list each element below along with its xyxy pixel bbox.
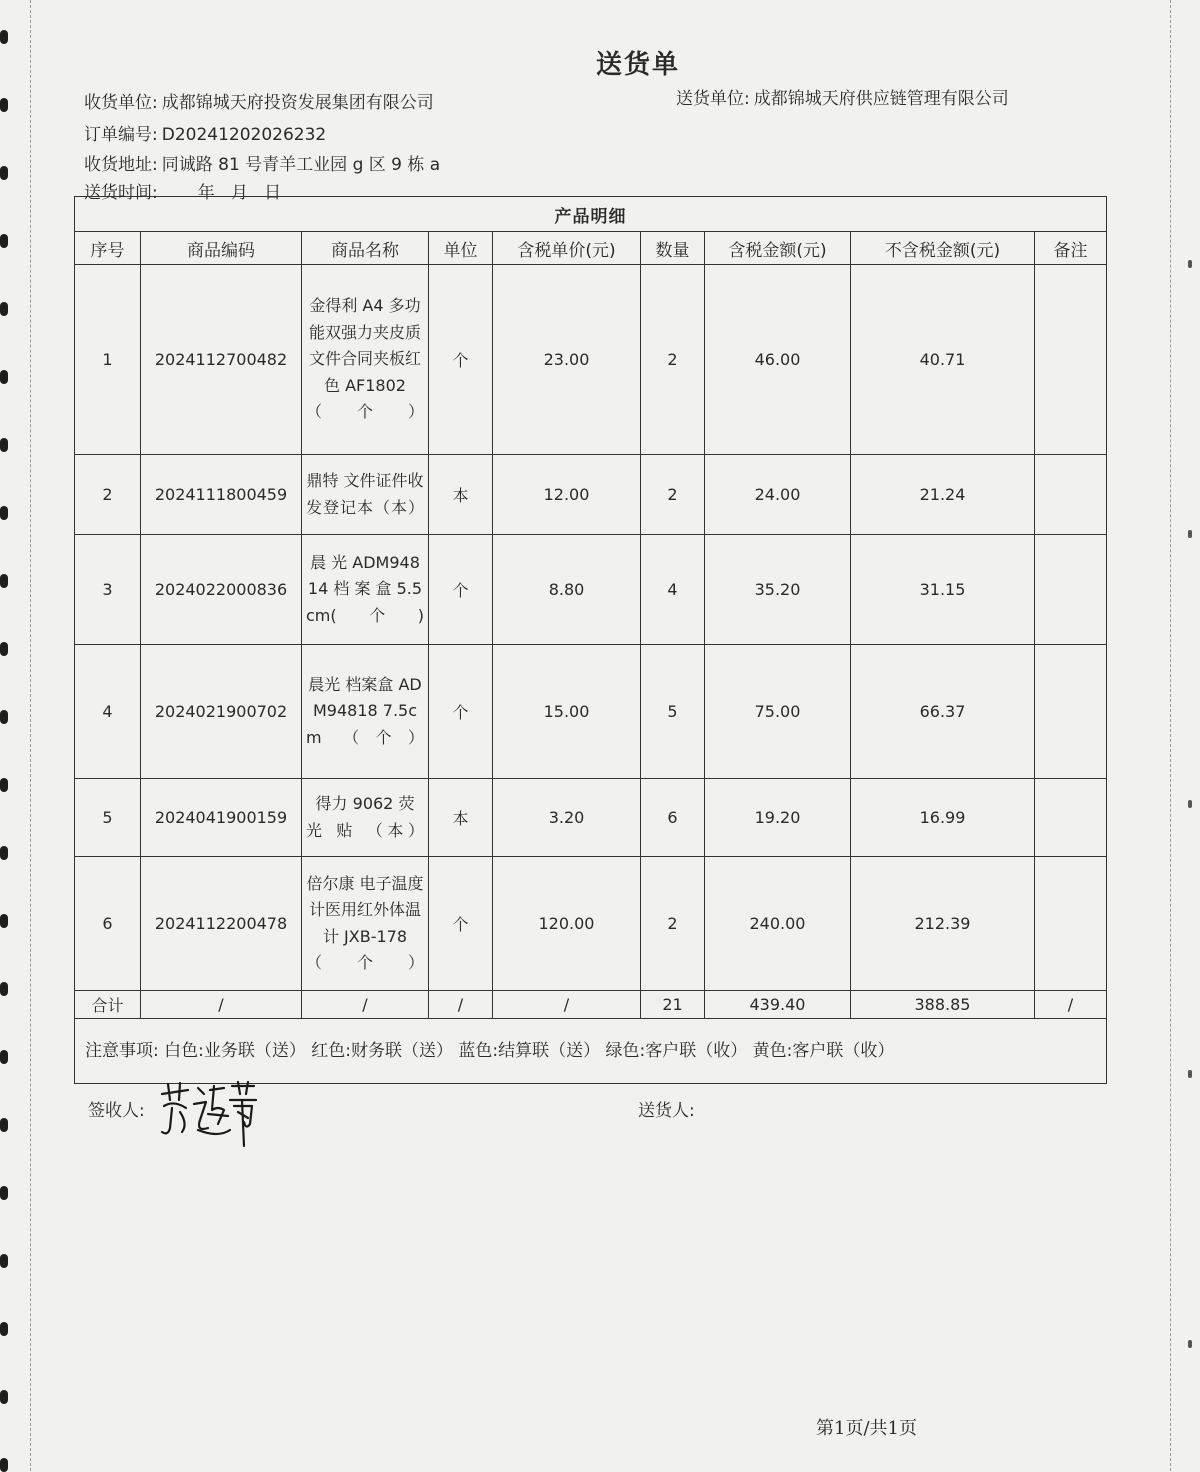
feed-hole: [0, 574, 8, 588]
row-code: 2024041900159: [141, 779, 302, 857]
row-code: 2024112200478: [141, 857, 302, 991]
feed-hole: [0, 30, 8, 44]
row-no: 5: [75, 779, 141, 857]
table-row: [75, 265, 1107, 455]
row-no: 1: [75, 265, 141, 455]
address-value: 同诚路 81 号青羊工业园 g 区 9 栋 a: [161, 155, 441, 175]
row-price: 3.20: [493, 779, 641, 857]
feed-hole: [0, 914, 8, 928]
table-row: [75, 779, 1107, 857]
total-unit: /: [429, 991, 493, 1019]
row-price: 120.00: [493, 857, 641, 991]
feed-hole: [0, 982, 8, 996]
receiver-label: 收货单位:: [84, 93, 158, 113]
sender-label: 送货单位:: [676, 89, 750, 109]
row-no: 2: [75, 455, 141, 535]
row-code: 2024112700482: [141, 265, 302, 455]
document-title: 送货单: [595, 50, 680, 80]
row-amount: 46.00: [705, 265, 851, 455]
row-amount: 75.00: [705, 645, 851, 779]
order-label: 订单编号:: [84, 125, 158, 145]
row-name: 得力 9062 荧 光 贴 （本）: [302, 779, 429, 857]
feed-hole: [0, 1390, 8, 1404]
page-indicator: 第1页/共1页: [816, 1418, 917, 1439]
row-name: 鼎特 文件证件收发登记本（本）: [302, 455, 429, 535]
row-net: 16.99: [851, 779, 1035, 857]
total-name: /: [302, 991, 429, 1019]
feed-hole: [0, 1458, 8, 1472]
header-net: 不含税金额(元): [851, 232, 1035, 265]
row-qty: 5: [641, 645, 705, 779]
table-caption: 产品明细: [75, 197, 1107, 232]
header-name: 商品名称: [302, 232, 429, 265]
receiver-sign-label: 签收人:: [88, 1101, 145, 1121]
feed-hole: [1188, 1340, 1192, 1348]
header-remark: 备注: [1035, 232, 1107, 265]
feed-hole: [0, 778, 8, 792]
row-net: 21.24: [851, 455, 1035, 535]
feed-hole: [0, 710, 8, 724]
row-qty: 4: [641, 535, 705, 645]
row-code: 2024022000836: [141, 535, 302, 645]
order-value: D20241202026232: [161, 125, 327, 145]
row-net: 40.71: [851, 265, 1035, 455]
row-qty: 2: [641, 455, 705, 535]
total-row: [75, 991, 1107, 1019]
feed-hole: [1188, 530, 1192, 538]
row-amount: 240.00: [705, 857, 851, 991]
row-amount: 24.00: [705, 455, 851, 535]
row-name: 晨光 档案盒 ADM94818 7.5cm （个）: [302, 645, 429, 779]
right-perforation-line: [1170, 0, 1171, 1471]
row-net: 66.37: [851, 645, 1035, 779]
feed-hole: [1188, 260, 1192, 268]
left-perforation-line: [30, 0, 31, 1471]
feed-hole: [0, 1050, 8, 1064]
table-header-row: [75, 232, 1107, 265]
header-price: 含税单价(元): [493, 232, 641, 265]
table-row: [75, 857, 1107, 991]
row-name: 晨 光 ADM94814 档 案 盒 5.5cm(个): [302, 535, 429, 645]
feed-hole: [0, 1322, 8, 1336]
feed-hole: [0, 846, 8, 860]
row-unit: 个: [429, 645, 493, 779]
feed-hole: [0, 302, 8, 316]
feed-hole: [0, 438, 8, 452]
product-table: [74, 196, 1107, 1084]
sender-line: [676, 84, 1009, 109]
header-qty: 数量: [641, 232, 705, 265]
row-qty: 6: [641, 779, 705, 857]
row-remark: [1035, 535, 1107, 645]
total-label: 合计: [75, 991, 141, 1019]
address-label: 收货地址:: [84, 155, 158, 175]
row-remark: [1035, 779, 1107, 857]
row-qty: 2: [641, 265, 705, 455]
row-name: 金得利 A4 多功能双强力夹皮质文件合同夹板红 色 AF1802 （个）: [302, 265, 429, 455]
row-name: 倍尔康 电子温度计医用红外体温计 JXB-178（个）: [302, 857, 429, 991]
feed-hole: [1188, 800, 1192, 808]
feed-hole: [0, 1118, 8, 1132]
row-price: 15.00: [493, 645, 641, 779]
row-amount: 35.20: [705, 535, 851, 645]
handwritten-signature: [158, 1080, 258, 1150]
total-remark: /: [1035, 991, 1107, 1019]
notes-row: [75, 1019, 1107, 1084]
row-net: 212.39: [851, 857, 1035, 991]
feed-hole: [0, 98, 8, 112]
row-code: 2024021900702: [141, 645, 302, 779]
receiver-value: 成都锦城天府投资发展集团有限公司: [161, 93, 434, 113]
feed-hole: [0, 370, 8, 384]
row-unit: 个: [429, 535, 493, 645]
feed-hole: [0, 1186, 8, 1200]
right-feed-margin: [1162, 0, 1200, 1471]
receiver-line: [84, 88, 434, 113]
time-label: 送货时间:: [84, 183, 158, 203]
feed-hole: [0, 166, 8, 180]
row-unit: 个: [429, 265, 493, 455]
total-amount: 439.40: [705, 991, 851, 1019]
row-unit: 本: [429, 779, 493, 857]
sender-value: 成都锦城天府供应链管理有限公司: [753, 89, 1009, 109]
deliverer-sign-label: 送货人:: [638, 1101, 695, 1121]
header-unit: 单位: [429, 232, 493, 265]
row-net: 31.15: [851, 535, 1035, 645]
row-price: 8.80: [493, 535, 641, 645]
header-amount: 含税金额(元): [705, 232, 851, 265]
header-code: 商品编码: [141, 232, 302, 265]
row-remark: [1035, 455, 1107, 535]
row-remark: [1035, 645, 1107, 779]
order-line: [84, 120, 326, 145]
header-no: 序号: [75, 232, 141, 265]
feed-hole: [1188, 1070, 1192, 1078]
feed-hole: [0, 1254, 8, 1268]
row-amount: 19.20: [705, 779, 851, 857]
time-value: 年 月 日: [197, 183, 282, 203]
row-unit: 本: [429, 455, 493, 535]
feed-hole: [0, 234, 8, 248]
row-code: 2024111800459: [141, 455, 302, 535]
table-row: [75, 535, 1107, 645]
row-price: 12.00: [493, 455, 641, 535]
left-feed-margin: [0, 0, 38, 1471]
notes-text: 注意事项: 白色:业务联（送） 红色:财务联（送） 蓝色:结算联（送） 绿色:客户联（收） 黄色:客户联（收）: [75, 1019, 1107, 1084]
row-remark: [1035, 857, 1107, 991]
table-row: [75, 455, 1107, 535]
feed-hole: [0, 506, 8, 520]
total-net: 388.85: [851, 991, 1035, 1019]
total-price: /: [493, 991, 641, 1019]
total-code: /: [141, 991, 302, 1019]
table-row: [75, 645, 1107, 779]
row-no: 4: [75, 645, 141, 779]
row-remark: [1035, 265, 1107, 455]
total-qty: 21: [641, 991, 705, 1019]
row-price: 23.00: [493, 265, 641, 455]
row-qty: 2: [641, 857, 705, 991]
address-line: [84, 150, 440, 175]
row-no: 3: [75, 535, 141, 645]
feed-hole: [0, 642, 8, 656]
row-no: 6: [75, 857, 141, 991]
row-unit: 个: [429, 857, 493, 991]
